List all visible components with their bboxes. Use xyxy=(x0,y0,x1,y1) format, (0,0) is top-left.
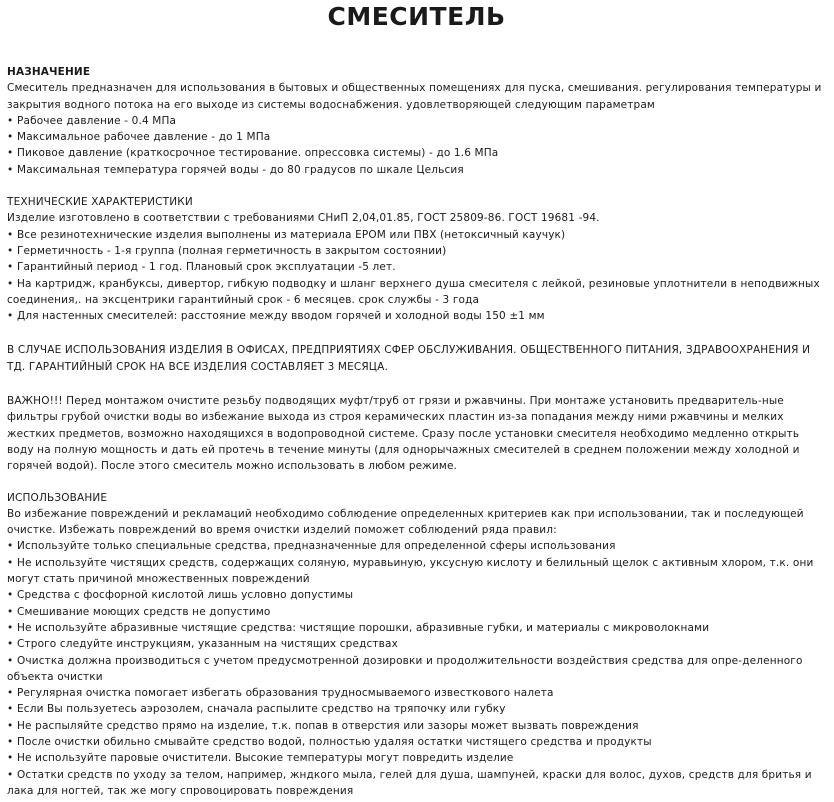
usage-heading: ИСПОЛЬЗОВАНИЕ xyxy=(7,491,108,504)
specs-heading: ТЕХНИЧЕСКИЕ ХАРАКТЕРИСТИКИ xyxy=(7,196,193,209)
list-item: • Очистка должна производиться с учетом предусмотренной дозировки и продолжительности воздействия средства для опре-деленного объекта очистки xyxy=(7,654,803,683)
specs-list xyxy=(7,227,826,325)
list-item: • Регулярная очистка помогает избегать образования трудносмываемого известкового налета xyxy=(7,687,554,700)
purpose-list xyxy=(7,113,826,178)
purpose-section xyxy=(7,64,826,178)
list-item: • Рабочее давление - 0.4 МПа xyxy=(7,114,177,127)
list-item: • Остатки средств по уходу за телом, например, жндкого мыла, гелей для душа, шампуней, краски для волос, духов, средств для бритья и лака для ногтей, так же могу спровоцировать повреждения xyxy=(7,768,812,797)
list-item: • После очистки обильно смывайте средство водой, полностью удаляя остатки чистящего средства и продукты xyxy=(7,735,652,748)
list-item: • Не распыляйте средство прямо на изделие, т.к. попав в отверстия или зазоры может вызвать повреждения xyxy=(7,719,639,732)
specs-intro: Изделие изготовлено в соответствии с требованиями СНиП 2,04,01.85, ГОСТ 25809-86. ГОСТ 19681 -94. xyxy=(7,212,600,225)
usage-intro: Во избежание повреждений и рекламаций необходимо соблюдение определенных критериев как при использовании, так и последующей очистке. Избежать повреждений во время очистки изделий поможет соблюдений ряда правил: xyxy=(7,507,804,537)
list-item: • Не используйте абразивные чистящие средства: чистящие порошки, абразивные губки, и материалы с микроволокнами xyxy=(7,621,710,634)
list-item: • Если Вы пользуетесь аэрозолем, сначала распылите средство на тряпочку или губку xyxy=(7,703,506,716)
specs-section xyxy=(7,194,826,324)
list-item: • Все резинотехнические изделия выполнены из материала EPOM или ПВХ (нетоксичный каучук) xyxy=(7,228,566,241)
important-note: ВАЖНО!!! Перед монтажом очистите резьбу подводящих муфт/труб от грязи и ржавчины. При монтаже установить предваритель-ные фильтры грубой очистки воды во избежание выхода из строя керамических пластин из-за попадания между ними ржавчины и мелких жестких предметов, возможно находящихся в водопроводной системе. Сразу после установки смесителя необходимо медленно открыть воду на полную мощность и дать ей протечь в течение минуты (для однорычажных смесителей в среднем положении между холодной и горячей водой). После этого смеситель можно использовать в любом режиме. xyxy=(7,395,800,473)
list-item: • Не используйте паровые очистители. Высокие температуры могут повредить изделие xyxy=(7,752,514,765)
usage-list xyxy=(7,538,826,799)
list-item: • Максимальное рабочее давление - до 1 МПа xyxy=(7,131,271,144)
purpose-heading: НАЗНАЧЕНИЕ xyxy=(7,66,91,78)
list-item: • Максимальная температура горячей воды - до 80 градусов по шкале Цельсия xyxy=(7,163,464,176)
list-item: • Для настенных смесителей: расстояние между вводом горячей и холодной воды 150 ±1 мм xyxy=(7,310,545,323)
list-item: • Не используйте чистящих средств, содержащих соляную, муравьиную, уксусную кислоту и белильный щелок с активным хлором, т.к. они могут стать причиной множественных повреждений xyxy=(7,556,814,586)
list-item: • Герметичность - 1-я группа (полная герметичность в закрытом состоянии) xyxy=(7,244,447,257)
list-item: • Гарантийный период - 1 год. Плановый срок эксплуатации -5 лет. xyxy=(7,261,396,274)
list-item: • Пиковое давление (краткосрочное тестирование. опрессовка системы) - до 1.6 МПа xyxy=(7,147,499,160)
list-item: • На картридж, кранбуксы, дивертор, гибкую подводку и шланг верхнего душа смесителя с лейкой, резиновые уплотнители в неподвижных соединения,. на эксцентрики гарантийный срок - 6 месяцев. срок службы - 3 года xyxy=(7,277,820,306)
list-item: • Средства с фосфорной кислотой лишь условно допустимы xyxy=(7,589,354,602)
document-title: СМЕСИТЕЛЬ xyxy=(327,2,506,31)
office-warranty-note: В СЛУЧАЕ ИСПОЛЬЗОВАНИЯ ИЗДЕЛИЯ В ОФИСАХ, ПРЕДПРИЯТИЯХ СФЕР ОБСЛУЖИВАНИЯ. ОБЩЕСТВЕННОГО ПИТАНИЯ, ЗДРАВООХРАНЕНИЯ И ТД. ГАРАНТИЙНЫЙ СРОК НА ВСЕ ИЗДЕЛИЯ СОСТАВЛЯЕТ 3 МЕСЯЦА. xyxy=(7,344,811,373)
purpose-intro: Смеситель предназначен для использования в бытовых и общественных помещениях для пуска, смешивания. регулирования температуры и закрытия водного потока на его выходе из системы водоснабжения. удовлетворяющей следующим параметрам xyxy=(7,82,822,111)
list-item: • Смешивание моющих средств не допустимо xyxy=(7,605,271,618)
list-item: • Строго следуйте инструкциям, указанным на чистящих средствах xyxy=(7,638,398,651)
list-item: • Используйте только специальные средства, предназначенные для определенной сферы использования xyxy=(7,540,616,553)
usage-section xyxy=(7,490,826,800)
